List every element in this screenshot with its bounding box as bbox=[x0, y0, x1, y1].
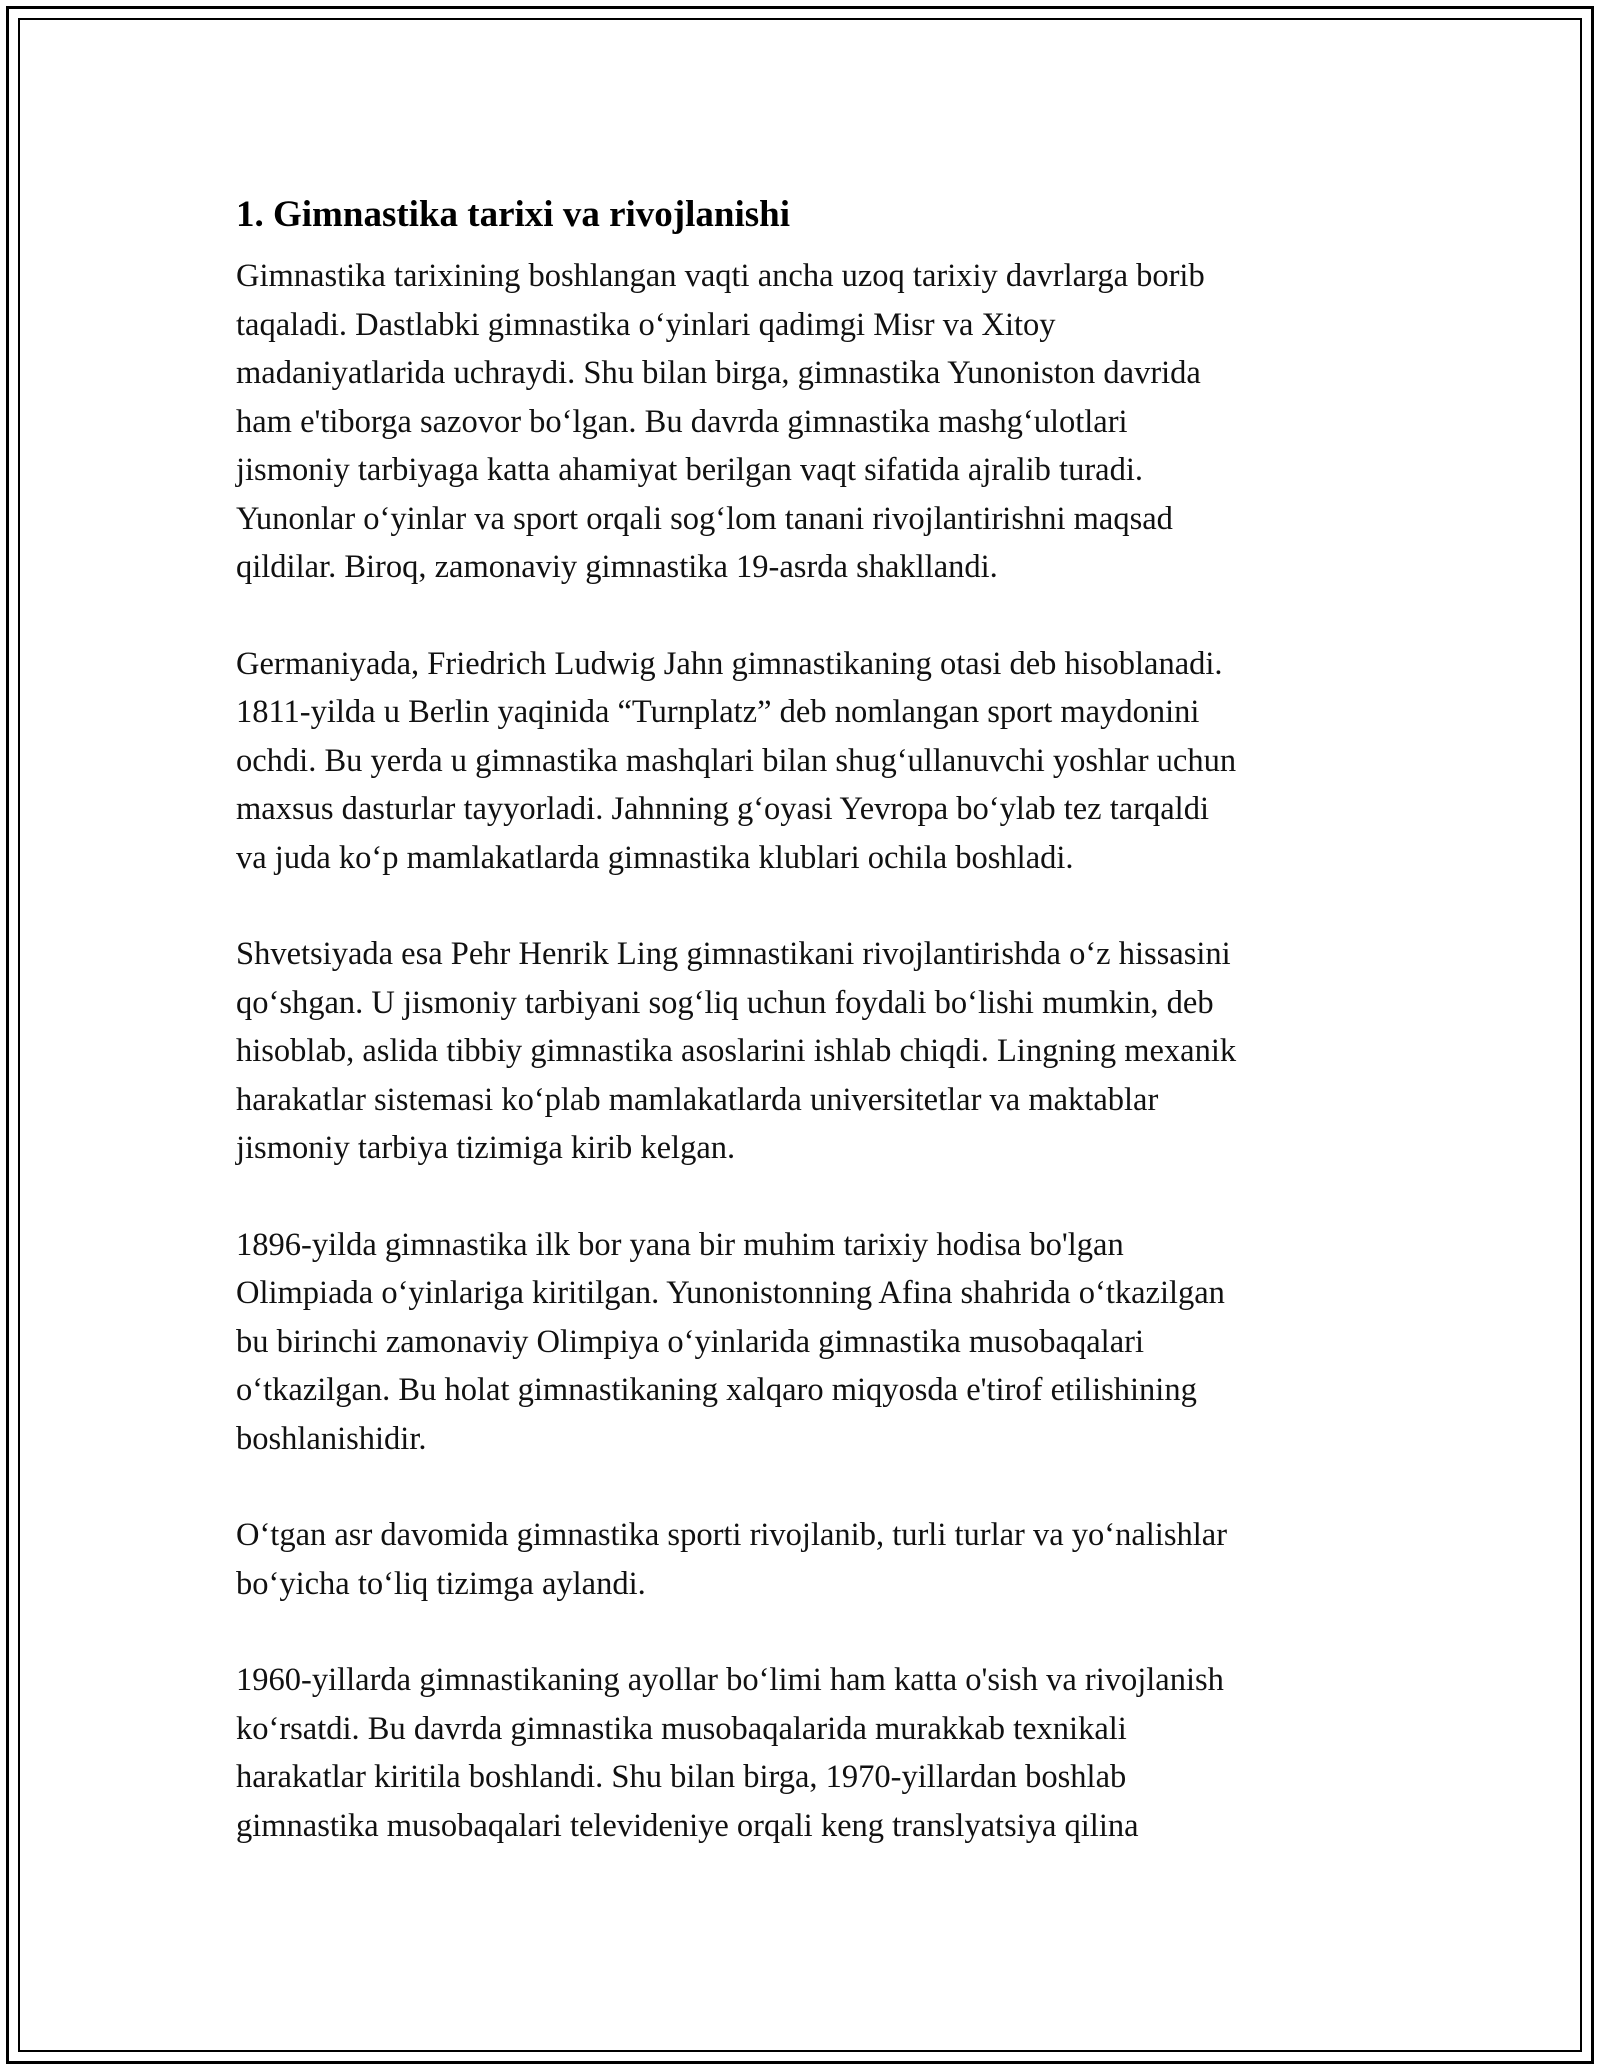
paragraph-line: bu birinchi zamonaviy Olimpiya o‘yinlarida gimnastika musobaqalari bbox=[236, 1323, 1144, 1360]
paragraph-line: ochdi. Bu yerda u gimnastika mashqlari bilan shug‘ullanuvchi yoshlar uchun bbox=[236, 742, 1237, 779]
paragraph-line: O‘tgan asr davomida gimnastika sporti rivojlanib, turli turlar va yo‘nalishlar bbox=[236, 1517, 1228, 1553]
paragraph-3 bbox=[236, 930, 1386, 1173]
paragraph-line: Olimpiada o‘yinlariga kiritilgan. Yunonistonning Afina shahrida o‘tkazilgan bbox=[236, 1275, 1225, 1311]
paragraph-line: qo‘shgan. U jismoniy tarbiyani sog‘liq uchun foydali bo‘lishi mumkin, deb bbox=[236, 984, 1214, 1021]
paragraph-5 bbox=[236, 1511, 1386, 1608]
paragraph-line: hisoblab, aslida tibbiy gimnastika asoslarini ishlab chiqdi. Lingning mexanik bbox=[236, 1033, 1237, 1069]
paragraph-1 bbox=[236, 252, 1386, 592]
paragraph-line: maxsus dasturlar tayyorladi. Jahnning g‘oyasi Yevropa bo‘ylab tez tarqaldi bbox=[236, 791, 1209, 827]
paragraph-line: jismoniy tarbiya tizimiga kirib kelgan. bbox=[236, 1130, 736, 1166]
paragraph-line: ham e'tiborga sazovor bo‘lgan. Bu davrda gimnastika mashg‘ulotlari bbox=[236, 403, 1128, 440]
paragraph-line: Shvetsiyada esa Pehr Henrik Ling gimnastikani rivojlantirishda o‘z hissasini bbox=[236, 936, 1231, 972]
paragraph-line: jismoniy tarbiyaga katta ahamiyat berilgan vaqt sifatida ajralib turadi. bbox=[236, 452, 1143, 488]
paragraph-line: harakatlar kiritila boshlandi. Shu bilan birga, 1970-yillardan boshlab bbox=[236, 1759, 1127, 1795]
paragraph-2 bbox=[236, 640, 1386, 883]
paragraph-line: harakatlar sistemasi ko‘plab mamlakatlarda universitetlar va maktablar bbox=[236, 1081, 1159, 1118]
paragraph-line: o‘tkazilgan. Bu holat gimnastikaning xalqaro miqyosda e'tirof etilishining bbox=[236, 1372, 1197, 1408]
paragraph-line: madaniyatlarida uchraydi. Shu bilan birga, gimnastika Yunoniston davrida bbox=[236, 355, 1201, 391]
paragraph-line: ko‘rsatdi. Bu davrda gimnastika musobaqalarida murakkab texnikali bbox=[236, 1710, 1127, 1747]
paragraph-6 bbox=[236, 1656, 1386, 1850]
paragraph-line: bo‘yicha to‘liq tizimga aylandi. bbox=[236, 1565, 646, 1602]
paragraph-line: taqaladi. Dastlabki gimnastika o‘yinlari qadimgi Misr va Xitoy bbox=[236, 306, 1056, 343]
paragraph-line: Gimnastika tarixining boshlangan vaqti ancha uzoq tarixiy davrlarga borib bbox=[236, 258, 1205, 294]
paragraph-4 bbox=[236, 1221, 1386, 1464]
paragraph-line: 1811-yilda u Berlin yaqinida “Turnplatz” deb nomlangan sport maydonini bbox=[236, 694, 1200, 730]
section-heading: 1. Gimnastika tarixi va rivojlanishi bbox=[236, 194, 791, 235]
paragraph-line: 1960-yillarda gimnastikaning ayollar bo‘limi ham katta o'sish va rivojlanish bbox=[236, 1662, 1224, 1698]
paragraph-line: Germaniyada, Friedrich Ludwig Jahn gimnastikaning otasi deb hisoblanadi. bbox=[236, 645, 1223, 682]
paragraph-line: qildilar. Biroq, zamonaviy gimnastika 19-asrda shakllandi. bbox=[236, 549, 998, 585]
paragraph-line: boshlanishidir. bbox=[236, 1420, 427, 1457]
paragraph-line: va juda ko‘p mamlakatlarda gimnastika klublari ochila boshladi. bbox=[236, 839, 1074, 876]
document-body bbox=[236, 185, 1386, 1898]
paragraph-line: 1896-yilda gimnastika ilk bor yana bir muhim tarixiy hodisa bo'lgan bbox=[236, 1226, 1124, 1263]
paragraph-line: Yunonlar o‘yinlar va sport orqali sog‘lom tanani rivojlantirishni maqsad bbox=[236, 500, 1173, 537]
paragraph-line: gimnastika musobaqalari televideniye orqali keng translyatsiya qilina bbox=[236, 1807, 1139, 1844]
